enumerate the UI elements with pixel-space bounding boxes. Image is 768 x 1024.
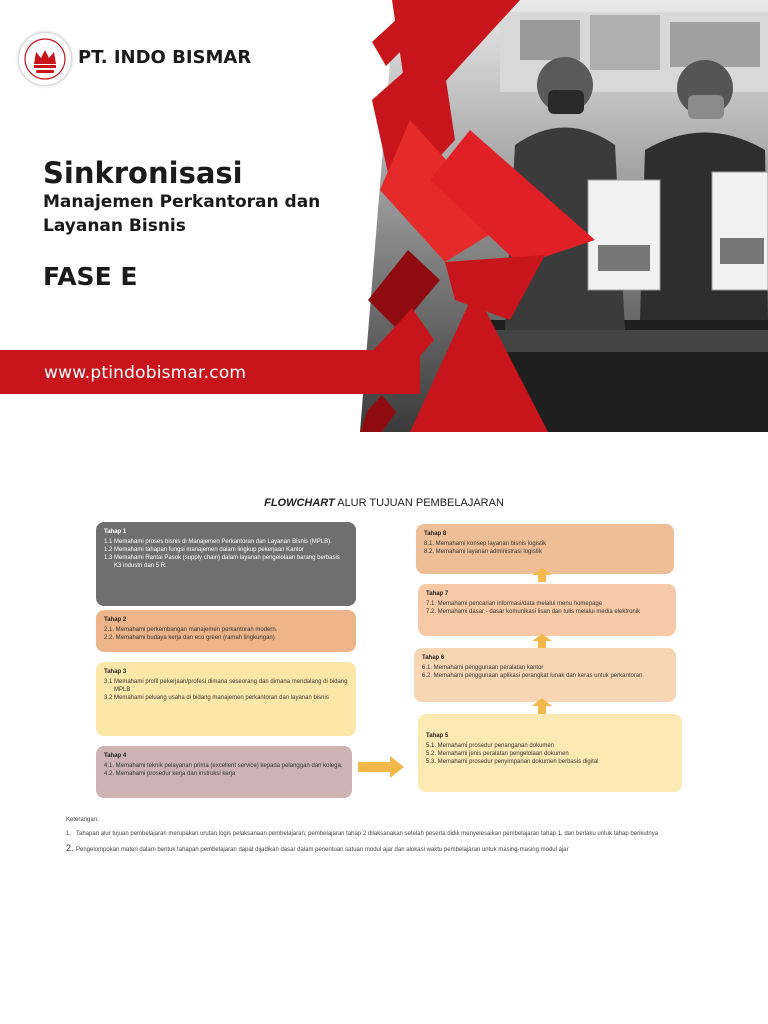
flowchart-title-rest: ALUR TUJUAN PEMBELAJARAN xyxy=(334,497,504,509)
arrow-up-icon xyxy=(532,634,552,648)
tahap-4-box xyxy=(96,746,352,798)
cover-phase: FASE E xyxy=(43,262,138,291)
tahap-4-heading: Tahap 4 xyxy=(104,753,127,759)
notes-section xyxy=(66,816,706,854)
crown-logo-icon xyxy=(23,37,67,81)
cover-subtitle-line1: Manajemen Perkantoran dan xyxy=(43,192,321,212)
arrow-up-icon xyxy=(532,568,552,582)
website-link[interactable]: www.ptindobismar.com xyxy=(44,363,247,383)
tahap-4-item: 4.1. Memahami teknik pelayanan prima (excellent service) kepada pelanggan dan kolega. xyxy=(104,763,343,769)
tahap-7-heading: Tahap 7 xyxy=(426,591,449,597)
tahap-5-heading: Tahap 5 xyxy=(426,733,449,739)
tahap-1-heading: Tahap 1 xyxy=(104,529,127,535)
company-logo xyxy=(18,32,72,86)
tahap-6-heading: Tahap 6 xyxy=(422,655,445,661)
tahap-3-item: 3.2 Memahami peluang usaha di bidang manajemen perkantoran dan layanan bisnis xyxy=(104,695,329,701)
note-number: 1. xyxy=(66,831,72,837)
tahap-5-item: 5.1. Memahami prosedur penanganan dokumen xyxy=(426,743,555,749)
tahap-2-item: 2.1. Memahami perkembangan manajemen perkantoran modern. xyxy=(104,627,278,633)
tahap-1-item: 1.2 Memahami tahapan fungsi manajemen dalam lingkup pekerjaan Kantor xyxy=(104,547,304,553)
tahap-5-box xyxy=(418,714,682,792)
note-text: Pengelompokan materi dalam bentuk tahapan pembelajaran dapat dijadikan dasar dalam penentuan satuan modul ajar dan alokasi waktu pembelajaran untuk masing-masing modul ajar xyxy=(76,847,569,853)
tahap-8-item: 8.1. Memahami konsep layanan bisnis logistik xyxy=(424,541,547,547)
tahap-1-item: 1.1 Memahami proses bisnis di Manajemen Perkantoran dan Layanan Bisnis (MPLB). xyxy=(104,539,332,545)
cover-banner xyxy=(0,0,768,432)
tahap-2-heading: Tahap 2 xyxy=(104,617,127,623)
tahap-1-box xyxy=(96,522,356,606)
company-name: PT. INDO BISMAR xyxy=(78,47,252,68)
tahap-3-heading: Tahap 3 xyxy=(104,669,127,675)
cover-subtitle-line2: Layanan Bisnis xyxy=(43,216,186,236)
tahap-7-box xyxy=(418,584,676,636)
tahap-6-item: 6.2. Memahami penggunaan aplikasi perangkat lunak dan keras untuk perkantoran xyxy=(422,673,643,679)
flowchart-title xyxy=(0,497,768,509)
flowchart-title-italic: FLOWCHART xyxy=(264,497,335,509)
tahap-4-item: 4.2. Memahami prosedur kerja dan instruksi kerja xyxy=(104,771,236,777)
tahap-8-heading: Tahap 8 xyxy=(424,531,447,537)
tahap-5-item: 5.3. Memahami prosedur penyimpanan dokumen berbasis digital xyxy=(426,759,599,765)
note-item xyxy=(66,844,706,854)
tahap-7-item: 7.2. Memahami dasar - dasar komunikasi lisan dan tulis melalui media elektronik xyxy=(426,609,641,615)
arrow-up-icon xyxy=(532,698,552,714)
tahap-7-item: 7.1. Memahami pencarian informasi/data melalui menu homepage xyxy=(426,601,603,607)
tahap-2-box xyxy=(96,610,356,652)
arrow-right-icon xyxy=(358,756,404,778)
tahap-8-box xyxy=(416,524,674,574)
note-item xyxy=(66,830,706,838)
tahap-3-item: 3.1 Memahami profil pekerjaan/profesi dimana seseorang dan dimana mendalang di bidang MPLB xyxy=(104,679,348,693)
tahap-5-item: 5.2. Memahami jenis peralatan pengelolaan dokumen xyxy=(426,751,569,757)
tahap-6-box xyxy=(414,648,676,702)
tahap-3-box xyxy=(96,662,356,736)
note-text: Tahapan alur tujuan pembelajaran merupakan urutan logis pelaksanaan pembelajaran; pembelajaran tahap 2 dilaksanakan setelah peserta didik menyelesaikan pembelajaran tahap 1, dan berlaku untuk tahap berikutnya xyxy=(76,831,659,837)
tahap-8-item: 8.2. Memahami layanan administrasi logistik xyxy=(424,549,542,555)
tahap-2-item: 2.2. Memahami budaya kerja dan eco green (ramah lingkungan) xyxy=(104,635,275,641)
note-number: 2. xyxy=(66,843,74,853)
tahap-1-item: 1.3 Memahami Rantai Pasok (supply chain) dalam layanan pengelolaan barang berbasis K3 industri dan 5 R. xyxy=(104,555,340,569)
notes-heading: Keterangan: xyxy=(66,817,99,823)
tahap-6-item: 6.1. Memahami penggunaan peralatan kantor xyxy=(422,665,544,671)
cover-title: Sinkronisasi xyxy=(43,156,243,190)
